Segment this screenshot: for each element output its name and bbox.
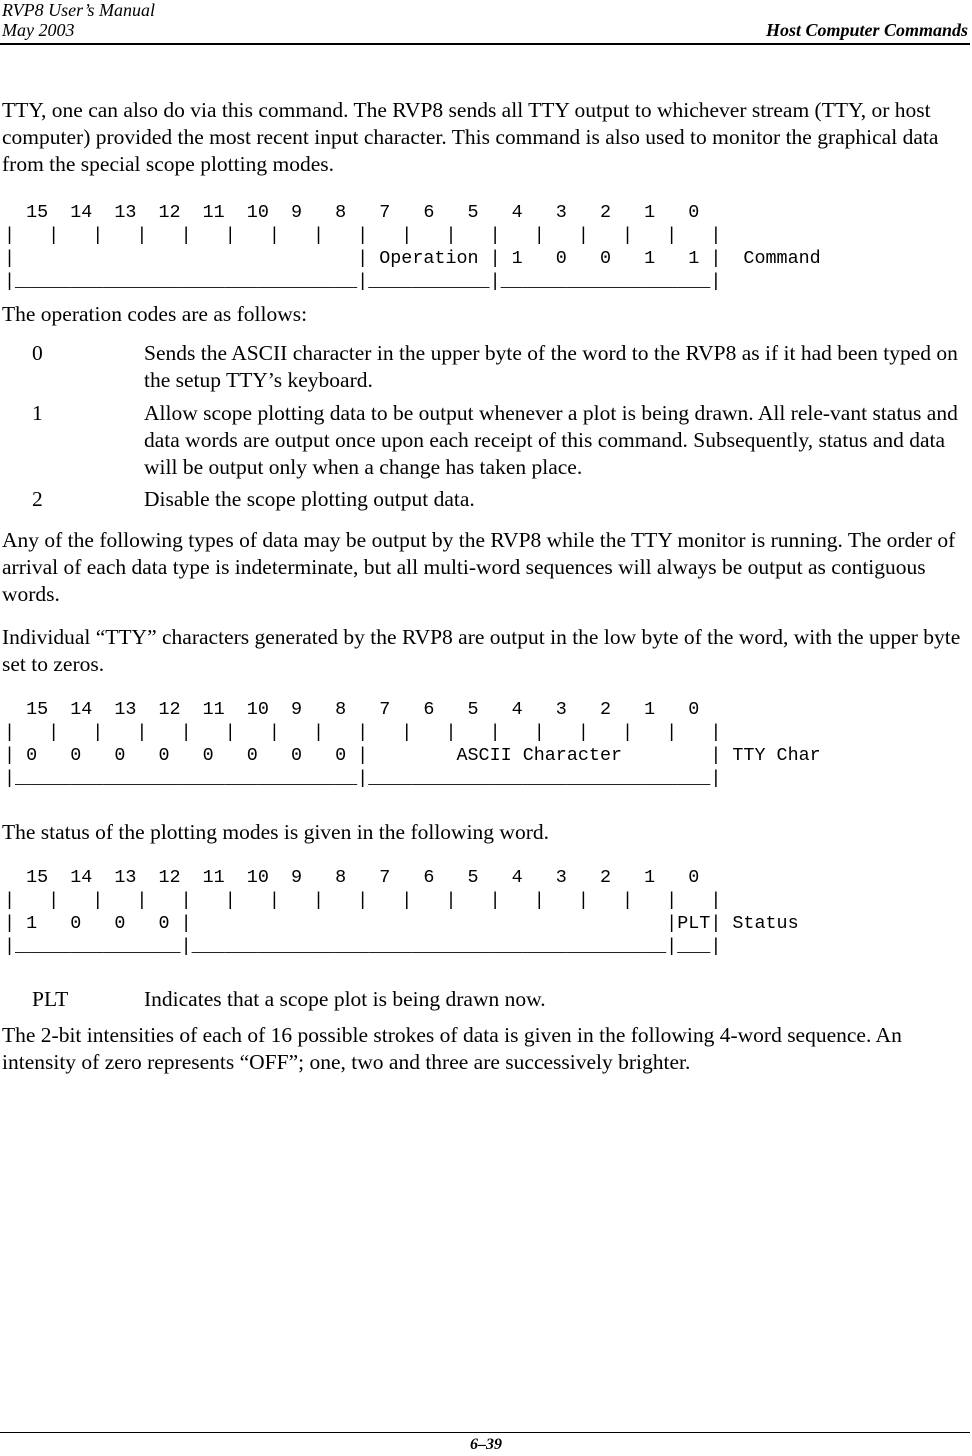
header-rule [0, 43, 970, 45]
status-lead: The status of the plotting modes is given in the following word. [2, 820, 549, 844]
status-bit-name: PLT [32, 987, 69, 1011]
manual-title: RVP8 User’s Manual [2, 0, 155, 20]
op-code-description: Allow scope plotting data to be output whenever a plot is being drawn. All rele-vant status and data words are output once upon each receipt of this command. Subsequently, status and data will be output only when a change has taken place. [144, 401, 958, 479]
status-bit-description: Indicates that a scope plot is being drawn now. [144, 987, 546, 1011]
op-codes-lead: The operation codes are as follows: [2, 302, 308, 326]
op-code-value: 2 [32, 487, 43, 511]
intensities-paragraph: The 2-bit intensities of each of 16 possible strokes of data is given in the following 4-word sequence. An intensity of zero represents “OFF”; one, two and three are successively brighter. [2, 1023, 902, 1074]
data-types-paragraph: Any of the following types of data may be output by the RVP8 while the TTY monitor is running. The order of arrival of each data type is indeterminate, but all multi-word sequences will always be output as contiguous words. [2, 528, 956, 606]
tty-char-register-diagram: 15 14 13 12 11 10 9 8 7 6 5 4 3 2 1 0 | | | | | | | | | | | | | | | | | | 0 0 0 0 0 0 0 0 | ASCII Character | TTY Char |_______________________________|_______________________________| [4, 699, 821, 789]
section-title: Host Computer Commands [765, 20, 968, 40]
running-header-left [2, 0, 155, 40]
page-number: 6–39 [470, 1436, 502, 1453]
op-code-description: Sends the ASCII character in the upper byte of the word to the RVP8 as if it had been typed on the setup TTY’s keyboard. [144, 341, 958, 392]
intro-paragraph: TTY, one can also do via this command. The RVP8 sends all TTY output to whichever stream (TTY, or host computer) provided the most recent input character. This command is also used to monitor the graphical data from the special scope plotting modes. [2, 98, 939, 176]
command-register-diagram: 15 14 13 12 11 10 9 8 7 6 5 4 3 2 1 0 | | | | | | | | | | | | | | | | | | | Operation | 1 0 0 1 1 | Command |_______________________________|___________|___________________| [4, 202, 821, 292]
footer-rule [0, 1432, 970, 1433]
tty-chars-paragraph: Individual “TTY” characters generated by the RVP8 are output in the low byte of the word, with the upper byte set to zeros. [2, 625, 961, 676]
op-code-value: 1 [32, 401, 43, 425]
publication-date: May 2003 [2, 20, 75, 40]
status-register-diagram: 15 14 13 12 11 10 9 8 7 6 5 4 3 2 1 0 | | | | | | | | | | | | | | | | | | 1 0 0 0 | |PLT| Status |_______________|___________________________________________|___| [4, 867, 799, 957]
op-code-value: 0 [32, 341, 43, 365]
op-code-description: Disable the scope plotting output data. [144, 487, 475, 511]
